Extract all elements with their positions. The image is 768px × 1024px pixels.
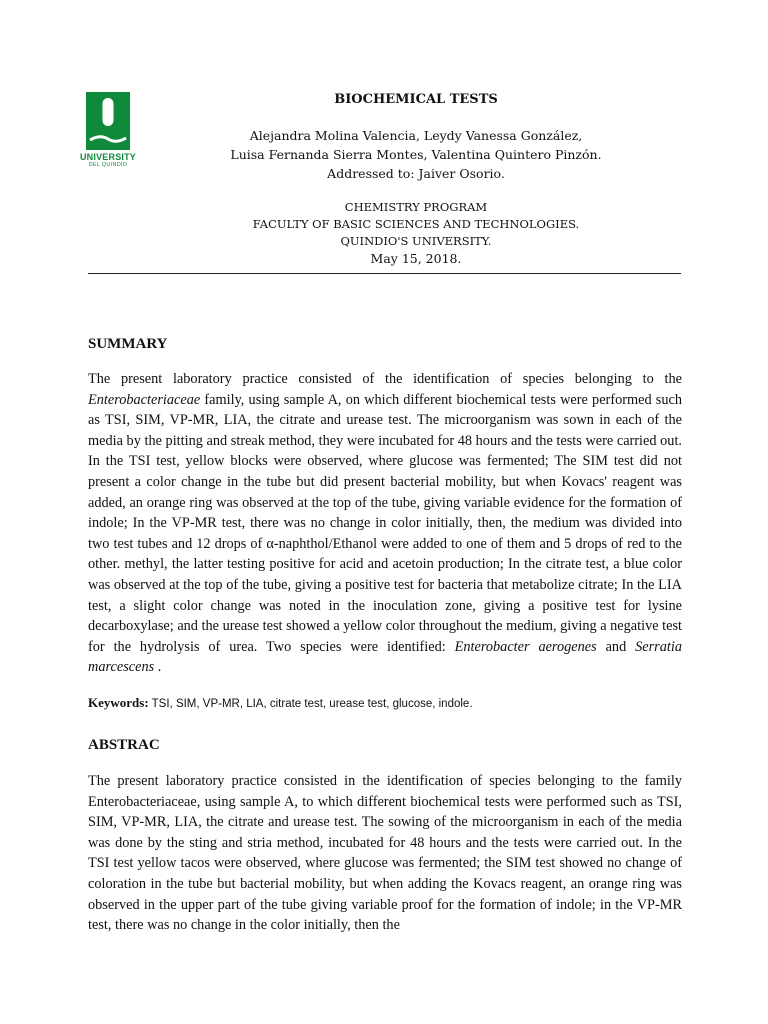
authors-line-2: Luisa Fernanda Sierra Montes, Valentina Quintero Pinzón.: [230, 147, 602, 162]
summary-heading-block: [88, 335, 682, 353]
university-crest-icon: [86, 92, 130, 150]
abstract-section: [88, 771, 682, 936]
summary-paragraph: The present laboratory practice consisted of the identification of species belonging to the Enterobacteriaceae family, using sample A, on which different biochemical tests were performed such as TSI, SIM, VP-MR, LIA, the citrate and urease test. The microorganism was sown in each of the media by the pitting and streak method, they were incubated for 48 hours and the tests were carried out. In the TSI test, yellow blocks were observed, where glucose was fermented; The SIM test did not present a color change in the tube but did present bacterial mobility, but when Kovacs' reagent was added, an orange ring was observed at the top of the tube, giving variable evidence for the formation of indole; In the VP-MR test, there was no change in color initially, then, the medium was divided into two test tubes and 12 drops of α-naphthol/Ethanol were added to one of them and 5 drops of red to the other. methyl, the latter testing positive for acid and acetoin production; In the citrate test, a blue color was observed at the top of the tube, giving a positive test for bacteria that metabolize citrate; In the LIA test, a slight color change was noted in the inoculation zone, giving a positive test for lysine decarboxylase; and the urease test showed a yellow color throughout the medium, giving a negative test for the hydrolysis of urea. Two species were identified: Enterobacter aerogenes and Serratia marcescens .: [88, 371, 682, 676]
logo-line-1: UNIVERSITY: [79, 152, 136, 162]
document-date: May 15, 2018.: [370, 251, 462, 266]
keywords-line: [88, 695, 682, 712]
university-name: QUINDIO'S UNIVERSITY.: [340, 234, 492, 248]
abstract-heading: ABSTRAC: [88, 737, 160, 753]
summary-section: [88, 369, 682, 678]
summary-heading: SUMMARY: [88, 336, 168, 352]
keywords-label: Keywords:: [88, 695, 149, 710]
summary-italic-species-1: Enterobacter aerogenes: [454, 638, 597, 655]
document-header: [140, 90, 692, 268]
keywords-text: TSI, SIM, VP-MR, LIA, citrate test, urease test, glucose, indole.: [148, 698, 473, 710]
header-divider: [88, 273, 681, 274]
faculty-name: FACULTY OF BASIC SCIENCES AND TECHNOLOGIES.: [252, 217, 580, 231]
logo-line-2: DEL QUINDÍO: [88, 162, 128, 168]
summary-italic-family: Enterobacteriaceae: [88, 391, 201, 408]
keywords-block: [88, 695, 682, 712]
university-logo: [76, 92, 142, 172]
abstract-heading-block: [88, 736, 682, 754]
abstract-paragraph: The present laboratory practice consisted in the identification of species belonging to the family Enterobacteriaceae, using sample A, to which different biochemical tests were performed such as TSI, SIM, VP-MR, LIA, the citrate and urease test. The sowing of the microorganism in each of the media was done by the sting and stria method, incubated for 48 hours and the tests were carried out. In the TSI test yellow tacos were observed, where glucose was fermented; the SIM test showed no change of coloration in the tube but bacterial mobility, but when adding the Kovacs reagent, an orange ring was observed in the upper part of the tube giving variable proof for the formation of indole; in the VP-MR test, there was no change in the color initially, then the: [88, 773, 682, 934]
addressed-to: Addressed to: Jaiver Osorio.: [327, 166, 505, 181]
authors-line-1: Alejandra Molina Valencia, Leydy Vanessa González,: [249, 128, 583, 143]
program-name: CHEMISTRY PROGRAM: [344, 200, 488, 214]
logo-caption: [76, 152, 140, 169]
document-title: BIOCHEMICAL TESTS: [334, 92, 498, 107]
summary-italic-species-2: Serratia marcescens: [88, 638, 682, 676]
